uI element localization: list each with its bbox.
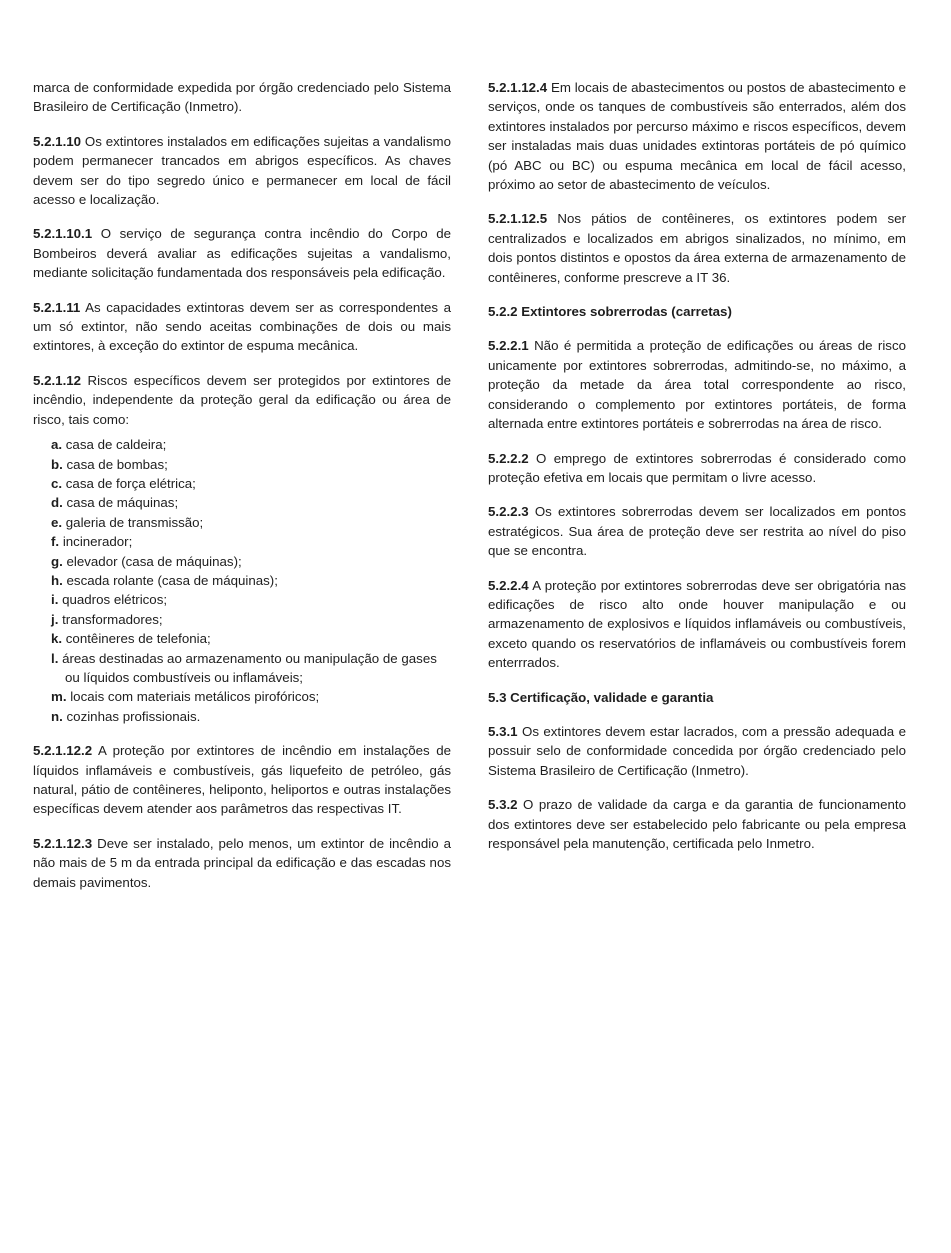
paragraph-text: O emprego de extintores sobrerrodas é considerado como proteção efetiva em locais que permitam o livre acesso. bbox=[488, 450, 906, 485]
list-letter: i. bbox=[51, 592, 59, 608]
list-letter: j. bbox=[51, 611, 59, 627]
section-number: 5.2.1.12.4 bbox=[488, 80, 548, 95]
list-letter: a. bbox=[51, 437, 63, 453]
list-text: áreas destinadas ao armazenamento ou manipulação de gases ou líquidos combustíveis ou inflamáveis; bbox=[58, 650, 437, 685]
list-item bbox=[51, 552, 451, 571]
list-item bbox=[51, 474, 451, 493]
paragraph-5-2-2-1 bbox=[488, 336, 906, 433]
list-text: incinerador; bbox=[59, 534, 133, 550]
list-letter: e. bbox=[51, 514, 63, 530]
list-text: casa de bombas; bbox=[62, 456, 168, 472]
list-item bbox=[51, 610, 451, 629]
list-letter: l. bbox=[51, 650, 59, 666]
paragraph-5-2-1-12 bbox=[33, 371, 451, 429]
list-text: casa de máquinas; bbox=[62, 495, 179, 511]
paragraph-text: marca de conformidade expedida por órgão credenciado pelo Sistema Brasileiro de Certificação (Inmetro). bbox=[33, 80, 451, 115]
list-text: elevador (casa de máquinas); bbox=[62, 553, 242, 569]
list-text: locais com materiais metálicos pirofóricos; bbox=[66, 689, 320, 705]
left-column bbox=[33, 78, 451, 907]
list-text: cozinhas profissionais. bbox=[62, 708, 201, 724]
paragraph-text: Nos pátios de contêineres, os extintores podem ser centralizados e localizados em abrigos sinalizados, no mínimo, em dois pontos distintos e opostos da área externa de armazenamento de contêineres, conforme prescreve a IT 36. bbox=[488, 211, 906, 285]
paragraph-text: A proteção por extintores de incêndio em instalações de líquidos inflamáveis e combustíveis, gás liquefeito de petróleo, gás natural, pátio de contêineres, heliponto, heliportos e outras instalações específicas devem atender aos parâmetros das respectivas IT. bbox=[33, 743, 451, 817]
list-text: contêineres de telefonia; bbox=[62, 631, 211, 647]
list-letter: h. bbox=[51, 572, 63, 588]
paragraph-5-2-2-3 bbox=[488, 502, 906, 560]
list-letter: m. bbox=[51, 689, 67, 705]
section-number: 5.2.1.10 bbox=[33, 133, 82, 149]
list-item bbox=[51, 590, 451, 609]
paragraph-5-2-2-2 bbox=[488, 449, 906, 488]
paragraph bbox=[33, 78, 451, 117]
paragraph-5-2-1-11 bbox=[33, 298, 451, 356]
list-item bbox=[51, 629, 451, 648]
right-column bbox=[488, 78, 906, 868]
list-text: quadros elétricos; bbox=[58, 592, 168, 608]
list-text: escada rolante (casa de máquinas); bbox=[62, 572, 278, 588]
list-item bbox=[51, 435, 451, 454]
paragraph-text: Os extintores sobrerrodas devem ser localizados em pontos estratégicos. Sua área de proteção deve ser restrita ao nível do piso que se encontra. bbox=[488, 504, 906, 559]
paragraph-text: Em locais de abastecimentos ou postos de abastecimento e serviços, onde os tanques de combustíveis são enterrados, além dos extintores instalados por percurso máximo e riscos específicos, devem ser instaladas mais duas unidades extintoras portáteis de pó químico (pó ABC ou BC) ou espuma mecânica em local de fácil acesso, próximo ao setor de abastecimento de veículos. bbox=[488, 80, 906, 193]
list-text: casa de força elétrica; bbox=[62, 475, 196, 491]
paragraph-text: Deve ser instalado, pelo menos, um extintor de incêndio a não mais de 5 m da entrada principal da edificação e das escadas nos demais pavimentos. bbox=[33, 835, 451, 890]
section-heading-5-3: 5.3 Certificação, validade e garantia bbox=[488, 689, 714, 705]
paragraph-5-2-1-12-3 bbox=[33, 834, 451, 892]
paragraph-text: A proteção por extintores sobrerrodas deve ser obrigatória nas edificações de risco alto onde houver manipulação e ou armazenamento de explosivos e líquidos inflamáveis ou combustíveis, exceto quando os reservatórios de inflamáveis ou combustíveis forem enterrrados. bbox=[488, 577, 906, 671]
list-item bbox=[51, 513, 451, 532]
section-number: 5.2.1.10.1 bbox=[33, 226, 93, 242]
paragraph-5-3-1 bbox=[488, 722, 906, 780]
section-number: 5.2.2.4 bbox=[488, 577, 529, 593]
paragraph-text: O serviço de segurança contra incêndio do Corpo de Bombeiros deverá avaliar as edificações sujeitas a vandalismo, mediante solicitação fundamentada dos responsáveis pela edificação. bbox=[33, 226, 451, 281]
list-item bbox=[51, 532, 451, 551]
section-number: 5.3.2 bbox=[488, 797, 518, 813]
list-letter: d. bbox=[51, 495, 63, 511]
list-item bbox=[51, 493, 451, 512]
paragraph-text: Riscos específicos devem ser protegidos por extintores de incêndio, independente da proteção geral da edificação ou área de risco, tais como: bbox=[33, 372, 451, 427]
paragraph-5-2-1-10 bbox=[33, 132, 451, 210]
paragraph-5-2-1-12-5 bbox=[488, 209, 906, 287]
paragraph-text: Os extintores devem estar lacrados, com a pressão adequada e possuir selo de conformidade concedida por órgão credenciado pelo Sistema Brasileiro de Certificação (Inmetro). bbox=[488, 723, 906, 778]
paragraph-5-2-1-12-2 bbox=[33, 741, 451, 819]
paragraph-text: Os extintores instalados em edificações sujeitas a vandalismo podem permanecer trancados em abrigos específicos. As chaves devem ser do tipo segredo único e permanecer em local de fácil acesso e localização. bbox=[33, 133, 451, 208]
section-number: 5.2.1.12.2 bbox=[33, 743, 93, 759]
section-number: 5.2.2.3 bbox=[488, 504, 529, 520]
section-number: 5.2.2.1 bbox=[488, 338, 529, 354]
list-letter: n. bbox=[51, 708, 63, 724]
paragraph-5-3-2 bbox=[488, 795, 906, 853]
list-letter: b. bbox=[51, 456, 63, 472]
paragraph-text: Não é permitida a proteção de edificações ou áreas de risco unicamente por extintores sobrerrodas, admitindo-se, no máximo, a proteção da metade da área total correspondente ao risco, considerando o complemento por extintores portáteis, de forma alternada entre extintores portáteis e sobrerrodas na área de risco. bbox=[488, 338, 906, 432]
list-text: casa de caldeira; bbox=[62, 437, 167, 453]
list-item bbox=[51, 455, 451, 474]
section-number: 5.3.1 bbox=[488, 723, 518, 739]
section-heading-5-2-2: 5.2.2 Extintores sobrerrodas (carretas) bbox=[488, 304, 732, 320]
list-item bbox=[51, 649, 451, 688]
list-letter: k. bbox=[51, 631, 63, 647]
section-number: 5.2.1.12.3 bbox=[33, 835, 93, 851]
paragraph-text: O prazo de validade da carga e da garantia de funcionamento dos extintores deve ser estabelecido pelo fabricante ou pela empresa responsável pela manutenção, certificada pelo Inmetro. bbox=[488, 797, 906, 851]
section-number: 5.2.2.2 bbox=[488, 450, 529, 466]
list-letter: f. bbox=[51, 534, 60, 550]
section-number: 5.2.1.12.5 bbox=[488, 211, 548, 227]
paragraph-5-2-1-12-4 bbox=[488, 78, 906, 194]
paragraph-text: As capacidades extintoras devem ser as correspondentes a um só extintor, não sendo aceitas combinações de dois ou mais extintores, à exceção do extintor de espuma mecânica. bbox=[33, 299, 451, 354]
list-item bbox=[51, 687, 451, 706]
paragraph-5-2-2-4 bbox=[488, 576, 906, 673]
paragraph-5-2-1-10-1 bbox=[33, 224, 451, 282]
list-item bbox=[51, 707, 451, 726]
list-text: galeria de transmissão; bbox=[62, 514, 204, 530]
list-text: transformadores; bbox=[58, 611, 163, 627]
list-letter: g. bbox=[51, 553, 63, 569]
risk-list bbox=[33, 435, 451, 726]
section-number: 5.2.1.12 bbox=[33, 372, 82, 388]
list-letter: c. bbox=[51, 475, 63, 491]
list-item bbox=[51, 571, 451, 590]
section-number: 5.2.1.11 bbox=[33, 299, 81, 315]
